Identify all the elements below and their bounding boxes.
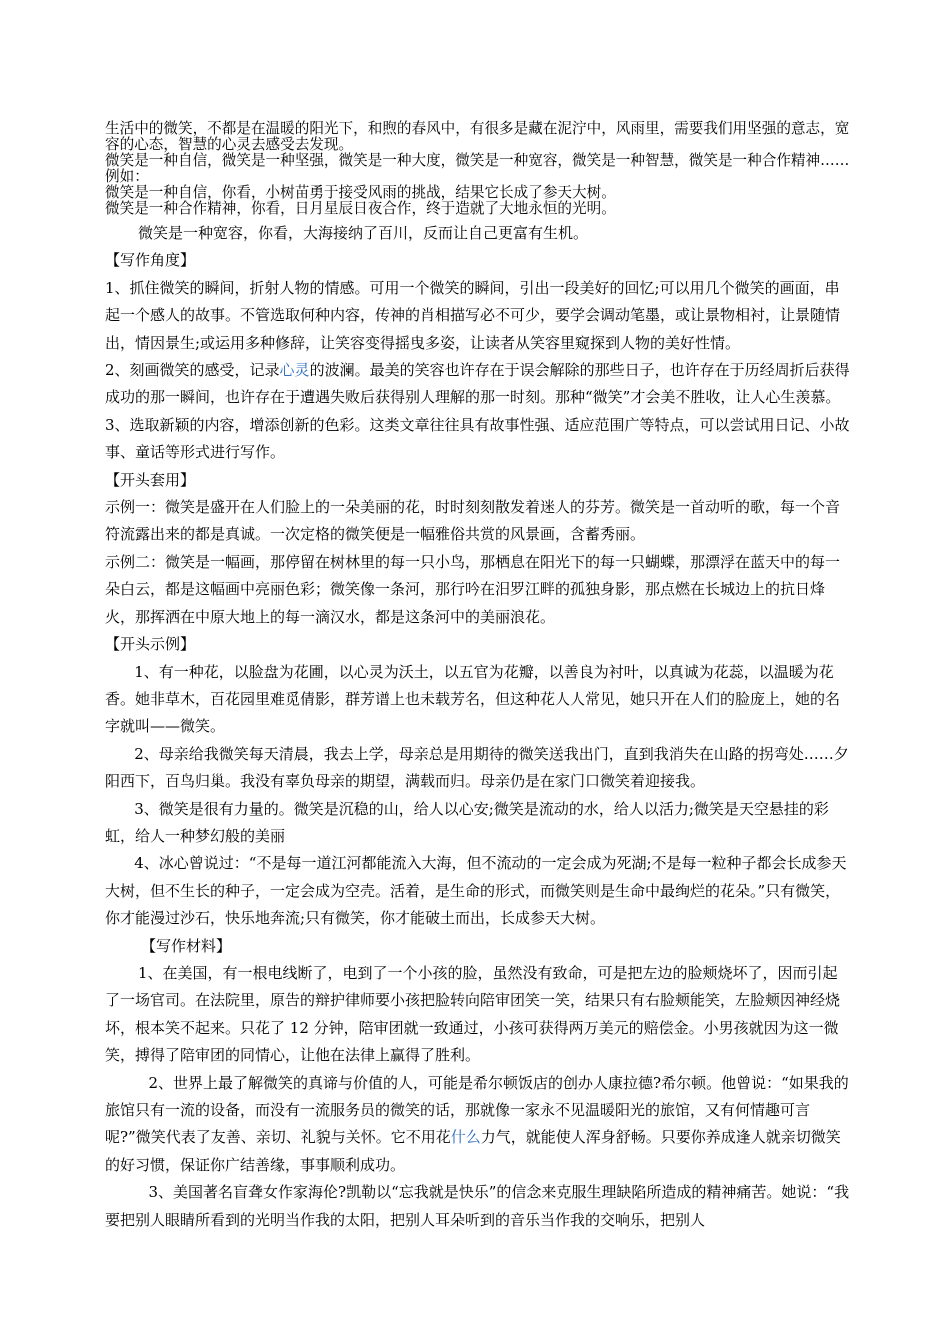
heart-link[interactable]: 心灵 <box>279 361 310 380</box>
template-paragraph: 示例二：微笑是一幅画，那停留在树林里的每一只小鸟，那栖息在阳光下的每一只蝴蝶，那漂浮在蓝天中的每一朵白云，都是这幅画中亮丽色彩；微笑像一条河，那行吟在汨罗江畔的孤独身影，那点燃在长城边上的抗日烽火，那挥洒在中原大地上的每一滴汉水，都是这条河中的美丽浪花。 <box>105 552 841 626</box>
example-paragraph: 1、有一种花，以脸盘为花圃，以心灵为沃土，以五官为花瓣，以善良为衬叶，以真诚为花蕊，以温暖为花香。她非草木，百花园里难觅倩影，群芳谱上也未载芳名，但这种花人人常见，她只开在人们的脸庞上，她的名字就叫——微笑。 <box>105 662 841 736</box>
material-paragraph <box>105 1070 850 1180</box>
example-paragraph: 2、母亲给我微笑每天清晨，我去上学，母亲总是用期待的微笑送我出门，直到我消失在山路的拐弯处……夕阳西下，百鸟归巢。我没有辜负母亲的期望，满载而归。母亲仍是在家门口微笑着迎接我。 <box>105 744 849 791</box>
intro-paragraph: 生活中的微笑，不都是在温暖的阳光下，和煦的春风中，有很多是藏在泥泞中，风雨里，需要我们用坚强的意志，宽容的心态，智慧的心灵去感受去发现。 <box>105 120 850 153</box>
angle-paragraph: 1、抓住微笑的瞬间，折射人物的情感。可用一个微笑的瞬间，引出一段美好的回忆;可以用几个微笑的画面，串起一个感人的故事。不管选取何种内容，传神的肖相描写必不可少，要学会调动笔墨，或让景物相衬，让景随情出，情因景生;或运用多种修辞，让笑容变得摇曳多姿，让读者从笑容里窥探到人物的美好性情。 <box>105 278 841 352</box>
material-text: 力气，就能使人浑身舒畅。只要你养成逢人就亲切微笑的好习惯，保证你广结善缘，事事顺利成功。 <box>105 1128 841 1174</box>
example-paragraph: 4、冰心曾说过：“不是每一道江河都能流入大海，但不流动的一定会成为死湖;不是每一粒种子都会长成参天大树，但不生长的种子，一定会成为空壳。活着，是生命的形式，而微笑则是生命中最绚烂的花朵。”只有微笑，你才能漫过沙石，快乐地奔流;只有微笑，你才能破土而出，长成参天大树。 <box>105 854 847 928</box>
intro-paragraph: 微笑是一种宽容，你看，大海接纳了百川，反而让自己更富有生机。 <box>138 224 589 242</box>
angle-text: 2、刻画微笑的感受，记录 <box>105 361 280 380</box>
angle-text: 的波澜。最美的笑容也许存在于误会解除的那些日子，也许存在于历经周折后获得成功的那一瞬间，也许存在于遭遇失败后获得别人理解的那一时刻。那种“微笑”才会美不胜收，让人心生羡慕。 <box>105 361 850 407</box>
what-link[interactable]: 什么 <box>450 1128 481 1147</box>
section-heading-opening-examples: 【开头示例】 <box>105 635 196 654</box>
material-paragraph: 3、美国著名盲聋女作家海伦?凯勒以“忘我就是快乐”的信念来克服生理缺陷所造成的精神痛苦。她说：“我要把别人眼睛所看到的光明当作我的太阳，把别人耳朵听到的音乐当作我的交响乐，把别人 <box>105 1183 850 1229</box>
material-text: 2、世界上最了解微笑的真谛与价值的人，可能是希尔顿饭店的创办人康拉德?希尔顿。他曾说：“如果我的旅馆只有一流的设备，而没有一流服务员的微笑的话，那就像一家永不见温暖阳光的旅馆，又有何情趣可言呢?”微笑代表了友善、亲切、礼貌与关怀。它不用花 <box>105 1073 849 1147</box>
example-paragraph: 3、微笑是很有力量的。微笑是沉稳的山，给人以心安;微笑是流动的水，给人以活力;微笑是天空悬挂的彩虹，给人一种梦幻般的美丽 <box>105 799 829 845</box>
section-heading-materials: 【写作材料】 <box>141 936 232 955</box>
section-heading-angle: 【写作角度】 <box>105 251 196 270</box>
document-body <box>105 121 850 1234</box>
template-paragraph: 示例一：微笑是盛开在人们脸上的一朵美丽的花，时时刻刻散发着迷人的芬芳。微笑是一首动听的歌，每一个音符流露出来的都是真诚。一次定格的微笑便是一幅雅俗共赏的风景画，含蓄秀丽。 <box>105 498 841 544</box>
intro-paragraph: 例如： <box>105 168 149 185</box>
section-heading-opening-template: 【开头套用】 <box>105 470 196 489</box>
intro-paragraph: 微笑是一种自信，微笑是一种坚强，微笑是一种大度，微笑是一种宽容，微笑是一种智慧，微笑是一种合作精神…… <box>105 152 850 169</box>
intro-paragraph: 微笑是一种合作精神，你看，日月星辰日夜合作，终于造就了大地永恒的光明。 <box>105 200 616 217</box>
intro-paragraph: 微笑是一种自信，你看，小树苗勇于接受风雨的挑战，结果它长成了参天大树。 <box>105 184 616 201</box>
angle-paragraph: 3、选取新颖的内容，增添创新的色彩。这类文章往往具有故事性强、适应范围广等特点，可以尝试用日记、小故事、童话等形式进行写作。 <box>105 415 850 462</box>
angle-paragraph <box>105 357 850 412</box>
material-paragraph: 1、在美国，有一根电线断了，电到了一个小孩的脸，虽然没有致命，可是把左边的脸颊烧坏了，因而引起了一场官司。在法院里，原告的辩护律师要小孩把脸转向陪审团笑一笑，结果只有右脸颊能笑，左脸颊因神经烧坏，根本笑不起来。只花了 12 分钟，陪审团就一致通过，小孩可获得两万美元的赔偿金。小男孩就因为这一微笑，搏得了陪审团的同情心，让他在法律上赢得了胜利。 <box>105 963 841 1065</box>
